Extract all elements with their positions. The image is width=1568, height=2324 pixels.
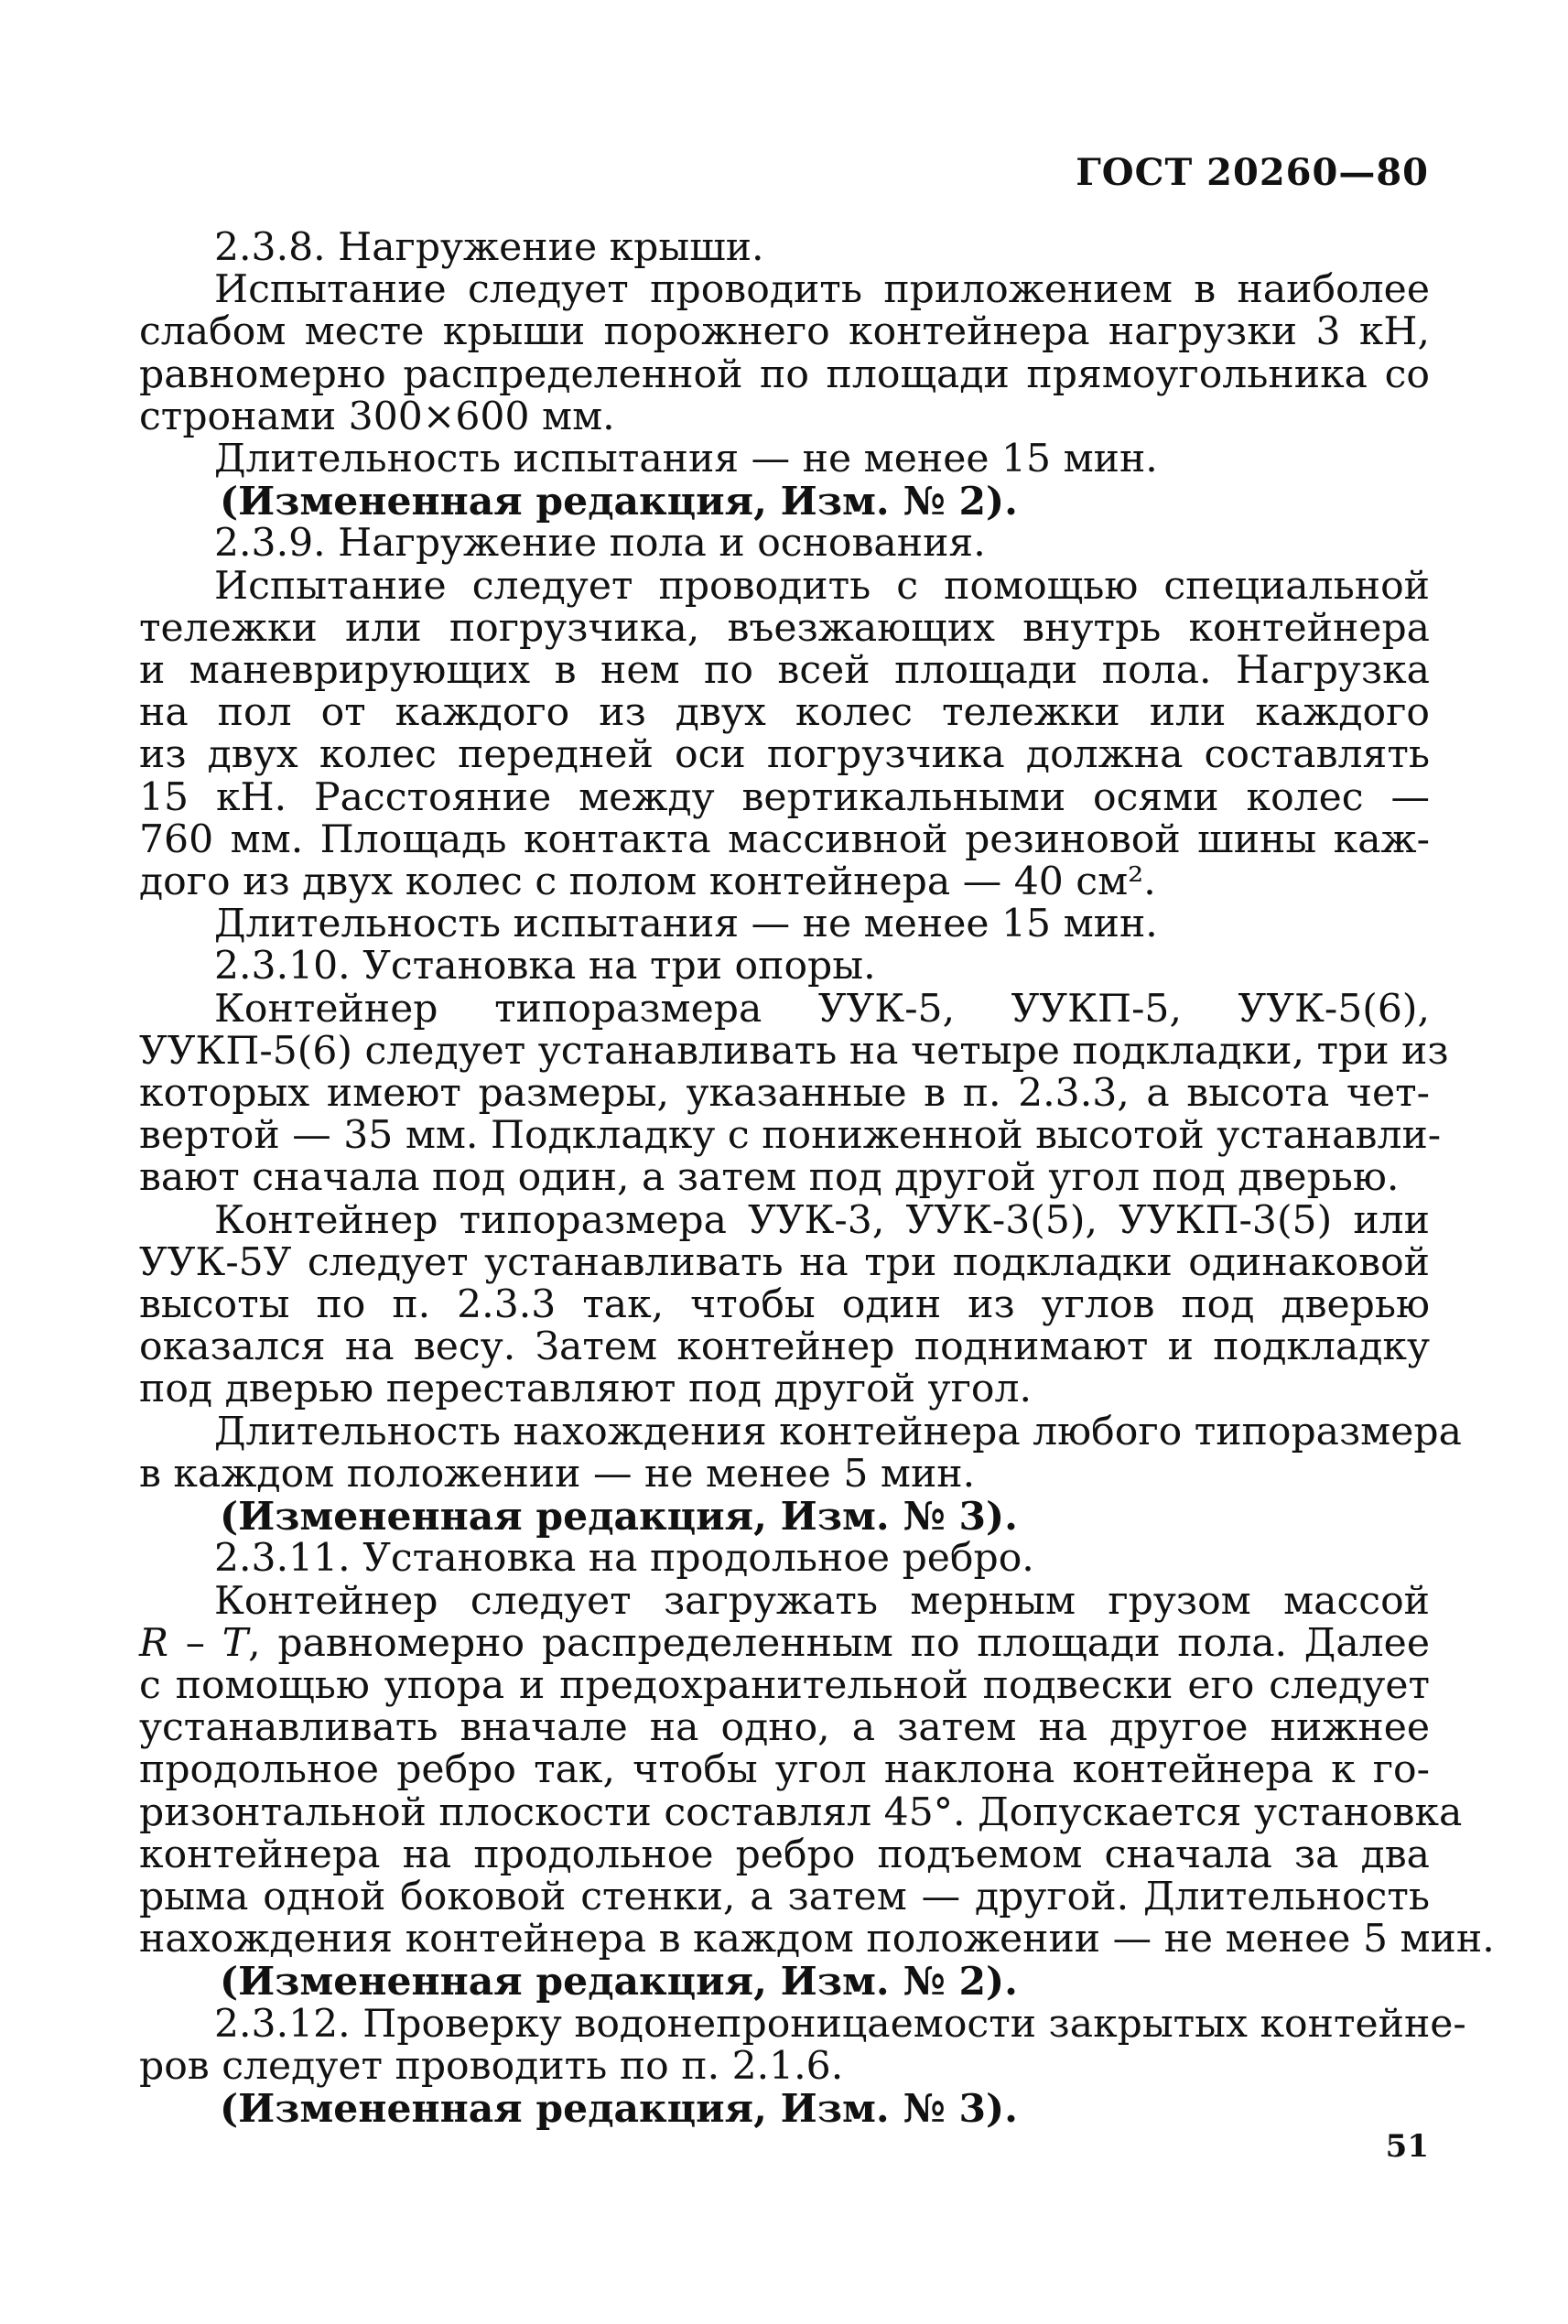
text-line: дого из двух колес с полом контейнера — 40 см². [139,859,1156,905]
text-line: стронами 300×600 мм. [139,394,615,439]
text-line: (Измененная редакция, Изм. № 2). [220,1959,1018,2005]
text-line: ризонтальной плоскости составлял 45°. Допускается установка [139,1789,1463,1835]
text-line: Длительность испытания — не менее 15 мин. [214,902,1158,947]
text-line: которых имеют размеры, указанные в п. 2.3.3, а высота чет- [139,1071,1430,1117]
text-line: 760 мм. Площадь контакта массивной резиновой шины каж- [139,816,1430,862]
text-line: (Измененная редакция, Изм. № 2). [220,479,1018,525]
text-line: нахождения контейнера в каждом положении — не менее 5 мин. [139,1917,1495,1962]
text-line: 2.3.8. Нагружение крыши. [214,225,764,270]
text-line: вертой — 35 мм. Подкладку с пониженной высотой устанавли- [139,1113,1442,1159]
text-line: Контейнер типоразмера УУК-3, УУК-3(5), УУКП-3(5) или [214,1197,1430,1243]
text-line: в каждом положении — не менее 5 мин. [139,1451,976,1497]
text-line: под дверью переставляют под другой угол. [139,1367,1032,1412]
text-line: продольное ребро так, чтобы угол наклона контейнера к го- [139,1747,1430,1793]
text-line: рыма одной боковой стенки, а затем — другой. Длительность [139,1874,1430,1919]
text-line: на пол от каждого из двух колес тележки или каждого [139,690,1430,736]
text-line: тележки или погрузчика, въезжающих внутрь контейнера [139,605,1430,651]
document-body [139,225,1495,2132]
document-code-header: ГОСТ 20260—80 [1076,151,1429,194]
text-line: 2.3.10. Установка на три опоры. [214,944,876,989]
text-line: (Измененная редакция, Изм. № 3). [220,1494,1018,1540]
text-line: Испытание следует проводить с помощью специальной [214,563,1430,609]
text-line: вают сначала под один, а затем под другой угол под дверью. [139,1155,1400,1201]
text-line: ров следует проводить по п. 2.1.6. [139,2043,844,2089]
text-line: из двух колес передней оси погрузчика должна составлять [139,732,1430,778]
text-line: R – T, равномерно распределенным по площади пола. Далее [139,1620,1430,1666]
text-line: 2.3.11. Установка на продольное ребро. [214,1536,1034,1582]
text-line: с помощью упора и предохранительной подвески его следует [139,1662,1430,1708]
text-line: 15 кН. Расстояние между вертикальными осями колес — [139,774,1430,820]
text-line: (Измененная редакция, Изм. № 3). [220,2085,1018,2132]
text-line: Контейнер следует загружать мерным грузом массой [214,1578,1430,1624]
text-line: равномерно распределенной по площади прямоугольника со [139,351,1430,397]
text-line: устанавливать вначале на одно, а затем на другое нижнее [139,1705,1430,1751]
text-line: Длительность испытания — не менее 15 мин. [214,437,1158,482]
page-number: 51 [1385,2128,1429,2165]
text-line: Контейнер типоразмера УУК-5, УУКП-5, УУК-5(6), [214,986,1430,1032]
text-line: 2.3.9. Нагружение пола и основания. [214,521,986,567]
text-line: Длительность нахождения контейнера любого типоразмера [214,1409,1462,1454]
text-line: высоты по п. 2.3.3 так, чтобы один из углов под дверью [139,1282,1430,1328]
text-line: контейнера на продольное ребро подъемом сначала за два [139,1832,1430,1877]
text-line: УУК-5У следует устанавливать на три подкладки одинаковой [139,1239,1430,1285]
text-line: слабом месте крыши порожнего контейнера нагрузки 3 кН, [139,309,1430,355]
text-line: УУКП-5(6) следует устанавливать на четыре подкладки, три из [139,1028,1449,1074]
text-line: 2.3.12. Проверку водонепроницаемости закрытых контейне- [214,2001,1466,2047]
text-line: оказался на весу. Затем контейнер поднимают и подкладку [139,1324,1430,1370]
text-line: Испытание следует проводить приложением в наиболее [214,267,1430,313]
text-line: и маневрирующих в нем по всей площади пола. Нагрузка [139,648,1430,694]
